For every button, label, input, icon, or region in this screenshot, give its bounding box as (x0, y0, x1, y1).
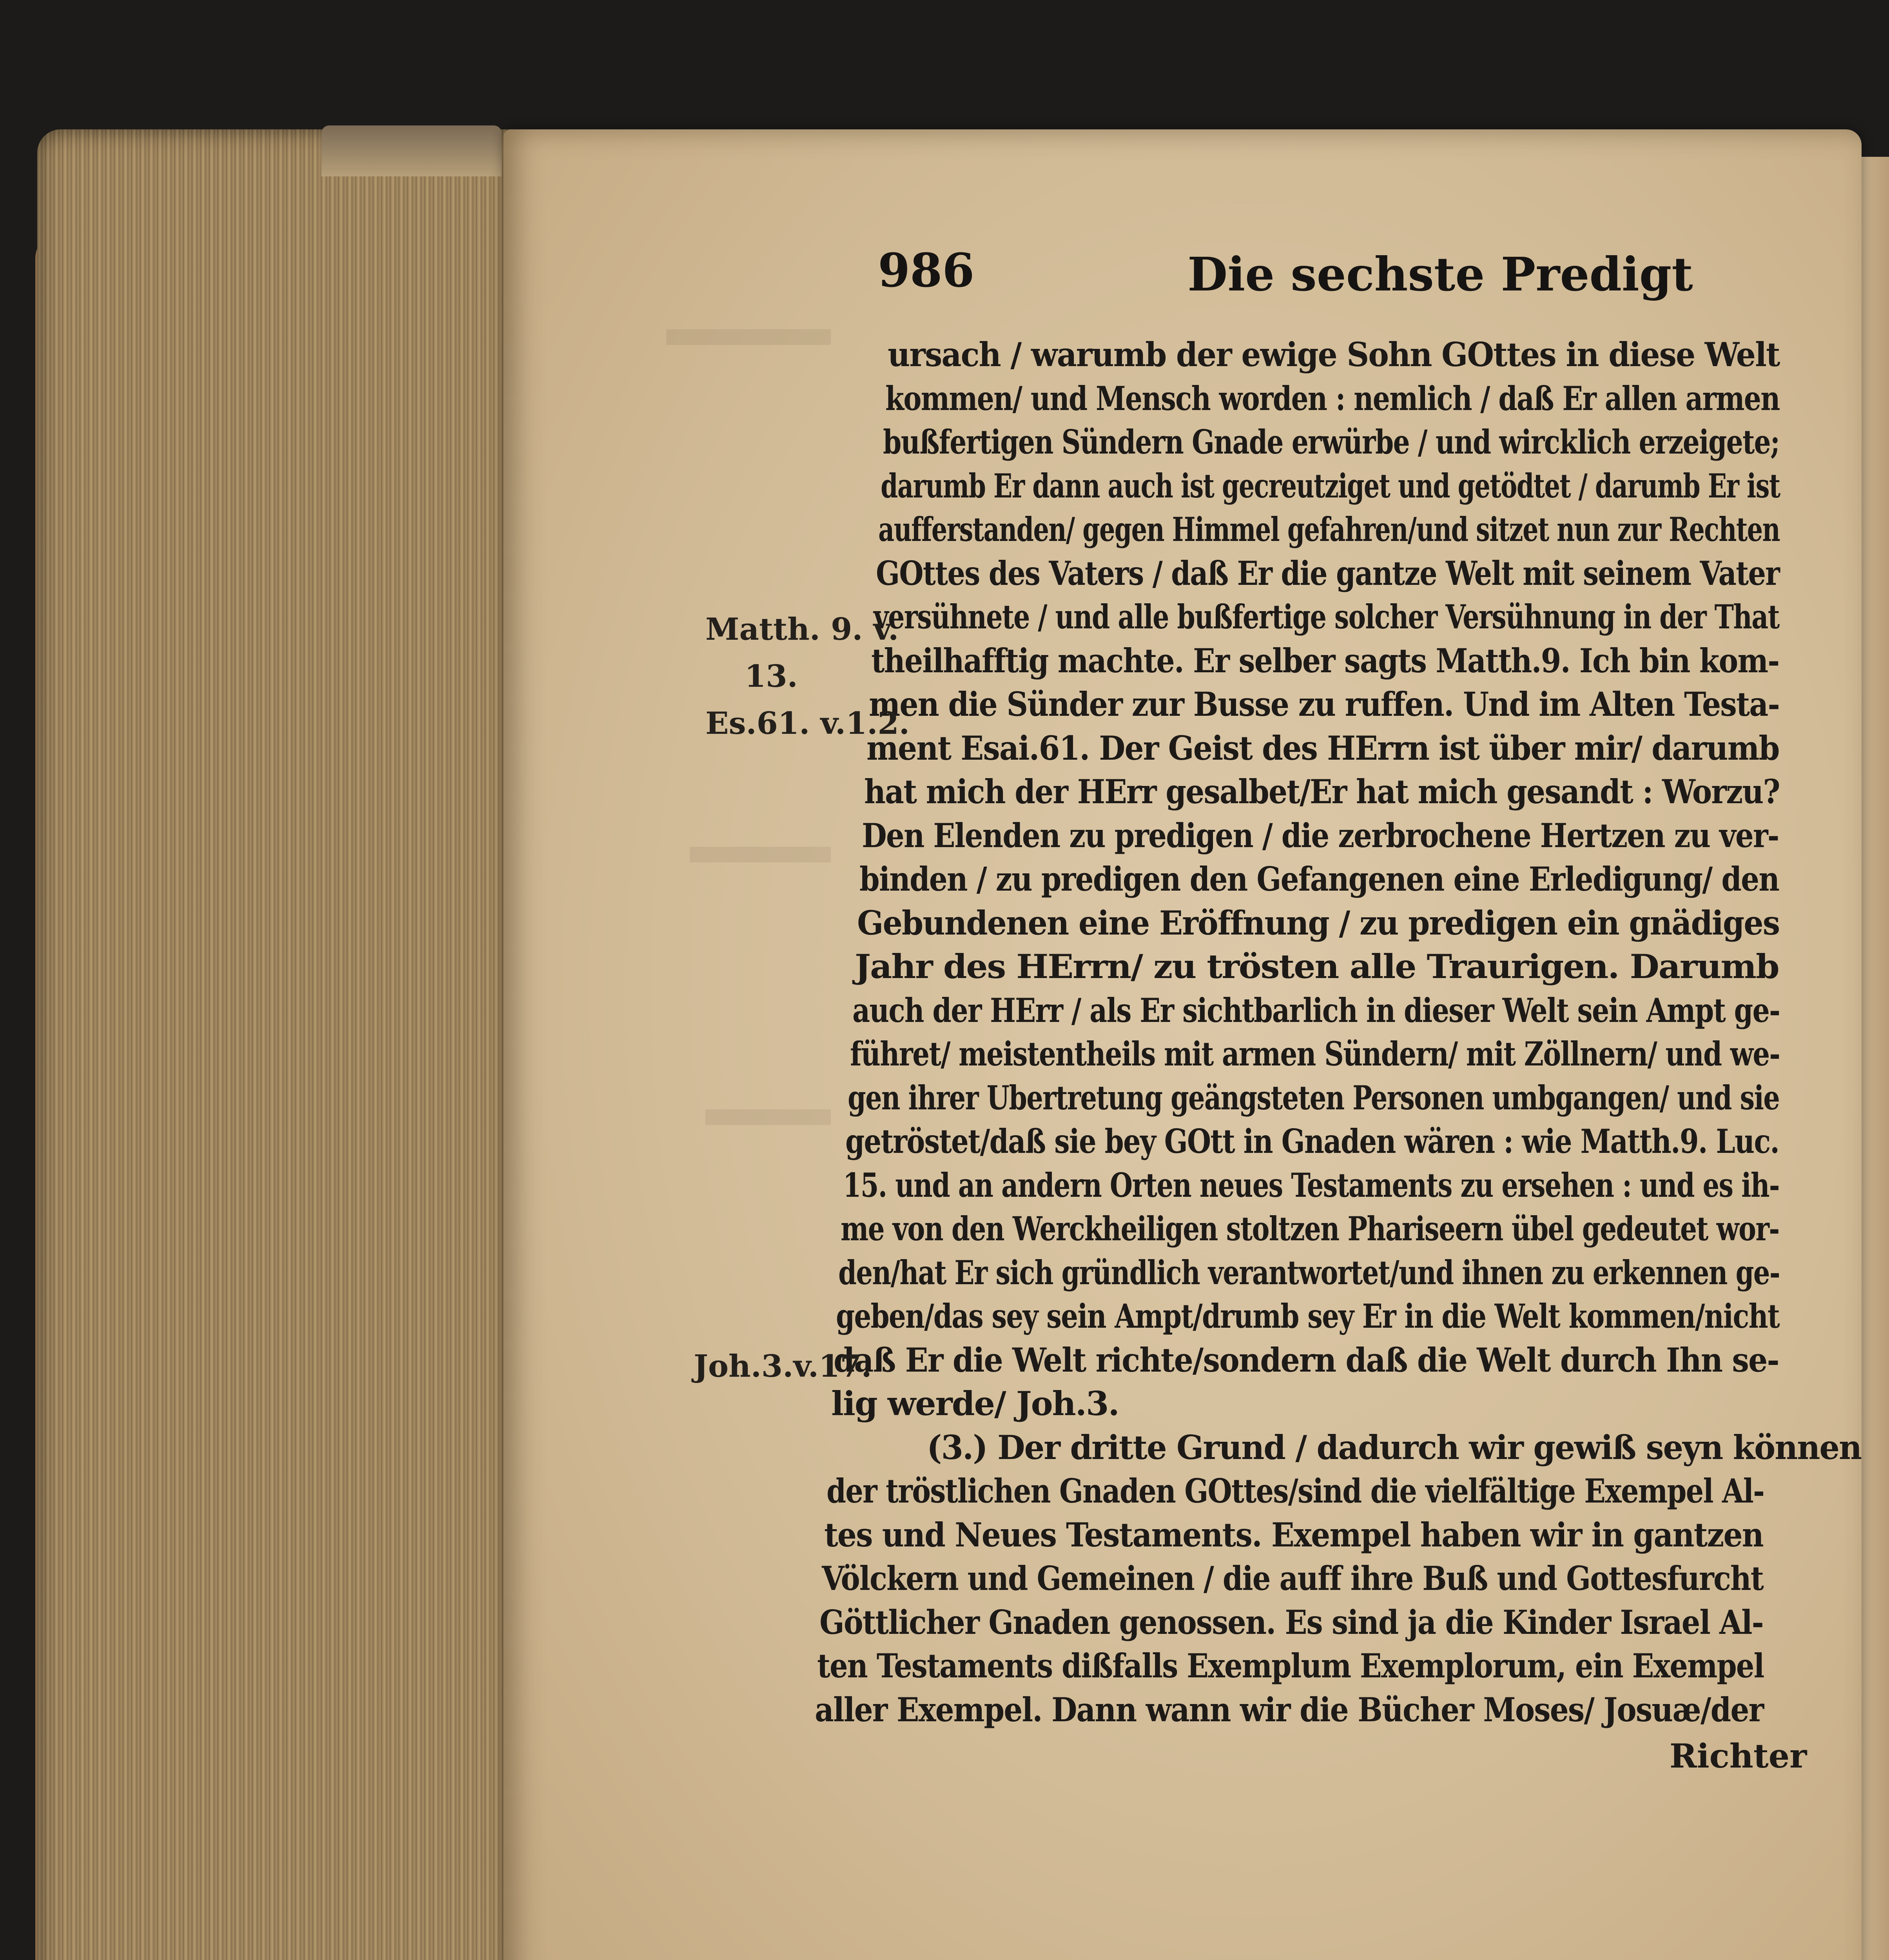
text-line: führet/ meistentheils mit armen Sündern/ mit Zöllnern/ und we- (850, 1034, 1780, 1073)
text-line: Jahr des HErrn/ zu trösten alle Traurigen. Darumb (855, 947, 1779, 986)
text-line: daß Er die Welt richte/sondern daß die Welt durch Ihn se- (834, 1340, 1779, 1379)
text-line: Den Elenden zu predigen / die zerbrochene Hertzen zu ver- (862, 816, 1779, 855)
text-line: auch der HErr / als Er sichtbarlich in dieser Welt sein Ampt ge- (852, 991, 1780, 1030)
text-line: Gebundenen eine Eröffnung / zu predigen ein gnädiges (857, 903, 1780, 942)
bleed-through-mark (690, 847, 831, 862)
text-line: den/hat Er sich gründlich verantwortet/und ihnen zu erkennen ge- (838, 1253, 1780, 1292)
book-page-block (37, 129, 527, 1960)
text-line: me von den Werckheiligen stoltzen Phariseern übel gedeutet wor- (841, 1209, 1779, 1248)
text-line: 15. und an andern Orten neues Testaments zu ersehen : und es ih- (843, 1165, 1780, 1205)
catchword: Richter (1670, 1737, 1807, 1775)
text-line: bußfertigen Sündern Gnade erwürbe / und wircklich erzeigete; (883, 423, 1780, 461)
text-line: ment Esai.61. Der Geist des HErrn ist über mir/ darumb (867, 728, 1779, 768)
text-line: men die Sünder zur Busse zu ruffen. Und im Alten Testa- (869, 685, 1780, 724)
text-line: ten Testaments dißfalls Exemplum Exemplorum, ein Exempel (817, 1646, 1764, 1685)
text-line: darumb Er dann auch ist gecreutziget und getödtet / darumb Er ist (881, 466, 1780, 505)
book-top-edge (321, 125, 502, 176)
text-line: binden / zu predigen den Gefangenen eine Erledigung/ den (859, 860, 1779, 898)
margin-note: Es.61. v.1.2. (705, 706, 910, 741)
text-line: getröstet/daß sie bey GOtt in Gnaden wären : wie Matth.9. Luc. (845, 1122, 1779, 1161)
text-line: aller Exempel. Dann wann wir die Bücher Moses/ Josuæ/der (815, 1690, 1764, 1729)
text-line: theilhafftig machte. Er selber sagts Matth.9. Ich bin kom- (871, 641, 1779, 680)
text-line: aufferstanden/ gegen Himmel gefahren/und sitzet nun zur Rechten (878, 510, 1780, 549)
text-line: versühnete / und alle bußfertige solcher Versühnung in der That (874, 597, 1779, 636)
text-line: (3.) Der dritte Grund / dadurch wir gewiß seyn können (927, 1428, 1862, 1467)
margin-note: Joh.3.v.17. (694, 1348, 872, 1384)
text-line: hat mich der HErr gesalbet/Er hat mich gesandt : Worzu? (864, 772, 1780, 811)
text-line: Völckern und Gemeinen / die auff ihre Buß und Gottesfurcht (822, 1559, 1764, 1598)
page-number: 986 (878, 243, 975, 298)
text-line: kommen/ und Mensch worden : nemlich / daß Er allen armen (885, 379, 1780, 418)
margin-note: 13. (745, 659, 798, 694)
margin-note: Matth. 9. v. (705, 612, 899, 647)
text-line: Göttlicher Gnaden genossen. Es sind ja die Kinder Israel Al- (819, 1602, 1763, 1642)
text-line: tes und Neues Testaments. Exempel haben wir in gantzen (824, 1515, 1763, 1554)
bleed-through-mark (705, 1109, 831, 1125)
text-line: GOttes des Vaters / daß Er die gantze Welt mit seinem Vater (876, 554, 1780, 593)
text-line: lig werde/ Joh.3. (831, 1384, 1119, 1423)
text-line: der tröstlichen Gnaden GOttes/sind die vielfältige Exempel Al- (827, 1472, 1764, 1510)
bleed-through-mark (666, 329, 831, 345)
text-line: gen ihrer Ubertretung geängsteten Personen umbgangen/ und sie (848, 1078, 1780, 1117)
running-title: Die sechste Predigt (1187, 247, 1693, 301)
text-line: ursach / warumb der ewige Sohn GOttes in diese Welt (888, 335, 1780, 374)
text-line: geben/das sey sein Ampt/drumb sey Er in die Welt kommen/nicht (836, 1297, 1780, 1336)
